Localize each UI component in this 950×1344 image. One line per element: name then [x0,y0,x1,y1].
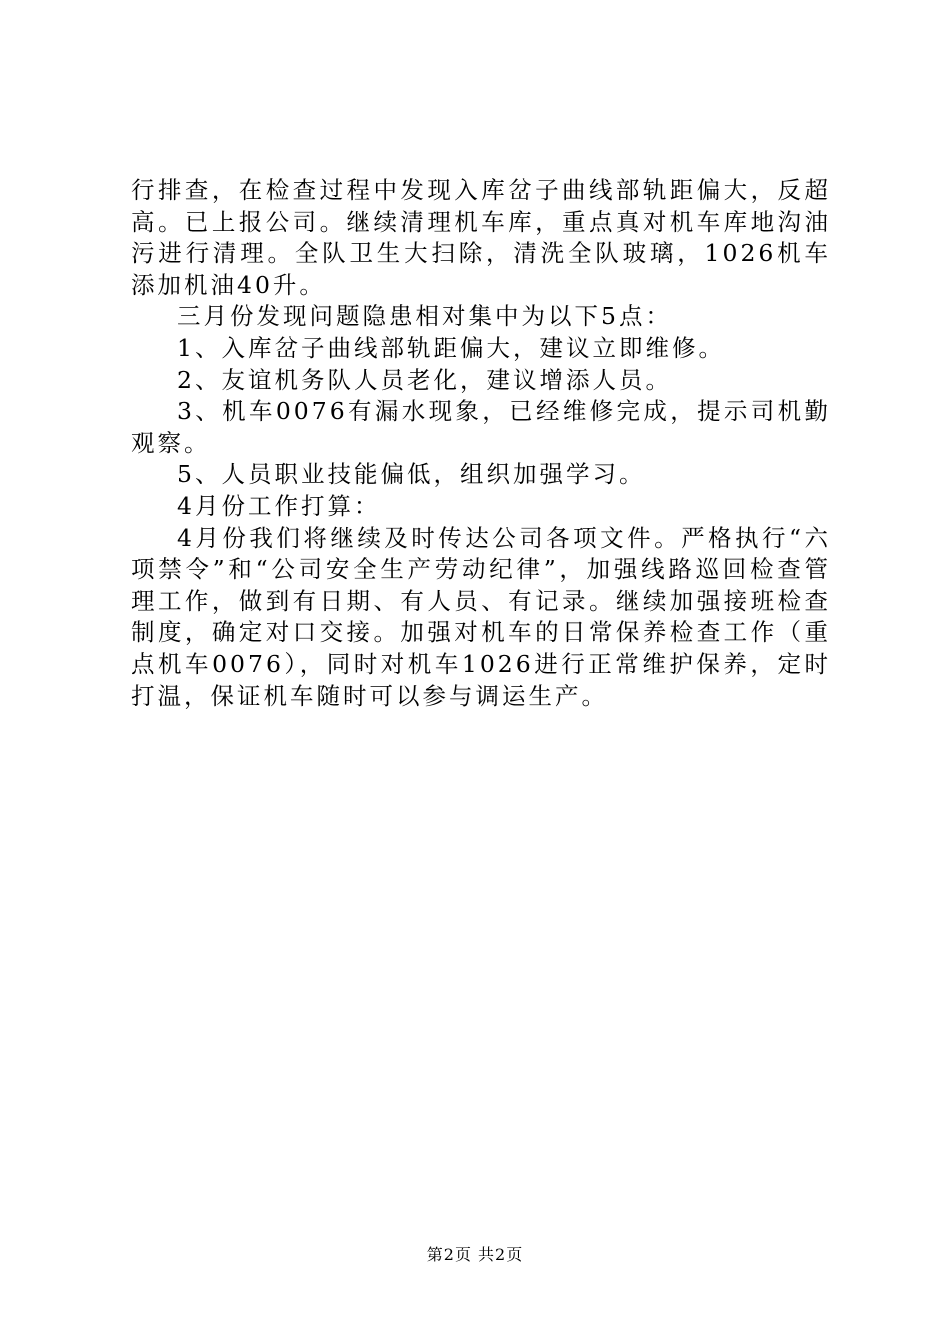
plan-heading: 4月份工作打算： [177,491,381,520]
plan-paragraph: 4月份我们将继续及时传达公司各项文件。严格执行“六项禁令”和“公司安全生产劳动纪律”，加强线路巡回检查管理工作，做到有日期、有人员、有记录。继续加强接班检查制度，确定对口交接。加强对机车的日常保养检查工作（重点机车0076），同时对机车1026进行正常维护保养，定时打温，保证机车随时可以参与调运生产。 [131,523,831,710]
paragraph-continued: 行排查，在检查过程中发现入库岔子曲线部轨距偏大，反超高。已上报公司。继续清理机车库，重点真对机车库地沟油污进行清理。全队卫生大扫除，清洗全队玻璃，1026机车添加机油40升。 [131,176,831,299]
issue-item-5: 5、人员职业技能偏低，组织加强学习。 [177,460,646,489]
paragraph-issues-intro: 三月份发现问题隐患相对集中为以下5点： [177,302,672,331]
page-footer: 第2页 共2页 [426,1245,524,1264]
issue-item-2: 2、友谊机务队人员老化，建议增添人员。 [177,365,672,394]
issue-item-1: 1、入库岔子曲线部轨距偏大，建议立即维修。 [177,333,725,362]
issue-item-3: 3、机车0076有漏水现象，已经维修完成，提示司机勤观察。 [131,397,831,457]
document-body [131,175,831,712]
